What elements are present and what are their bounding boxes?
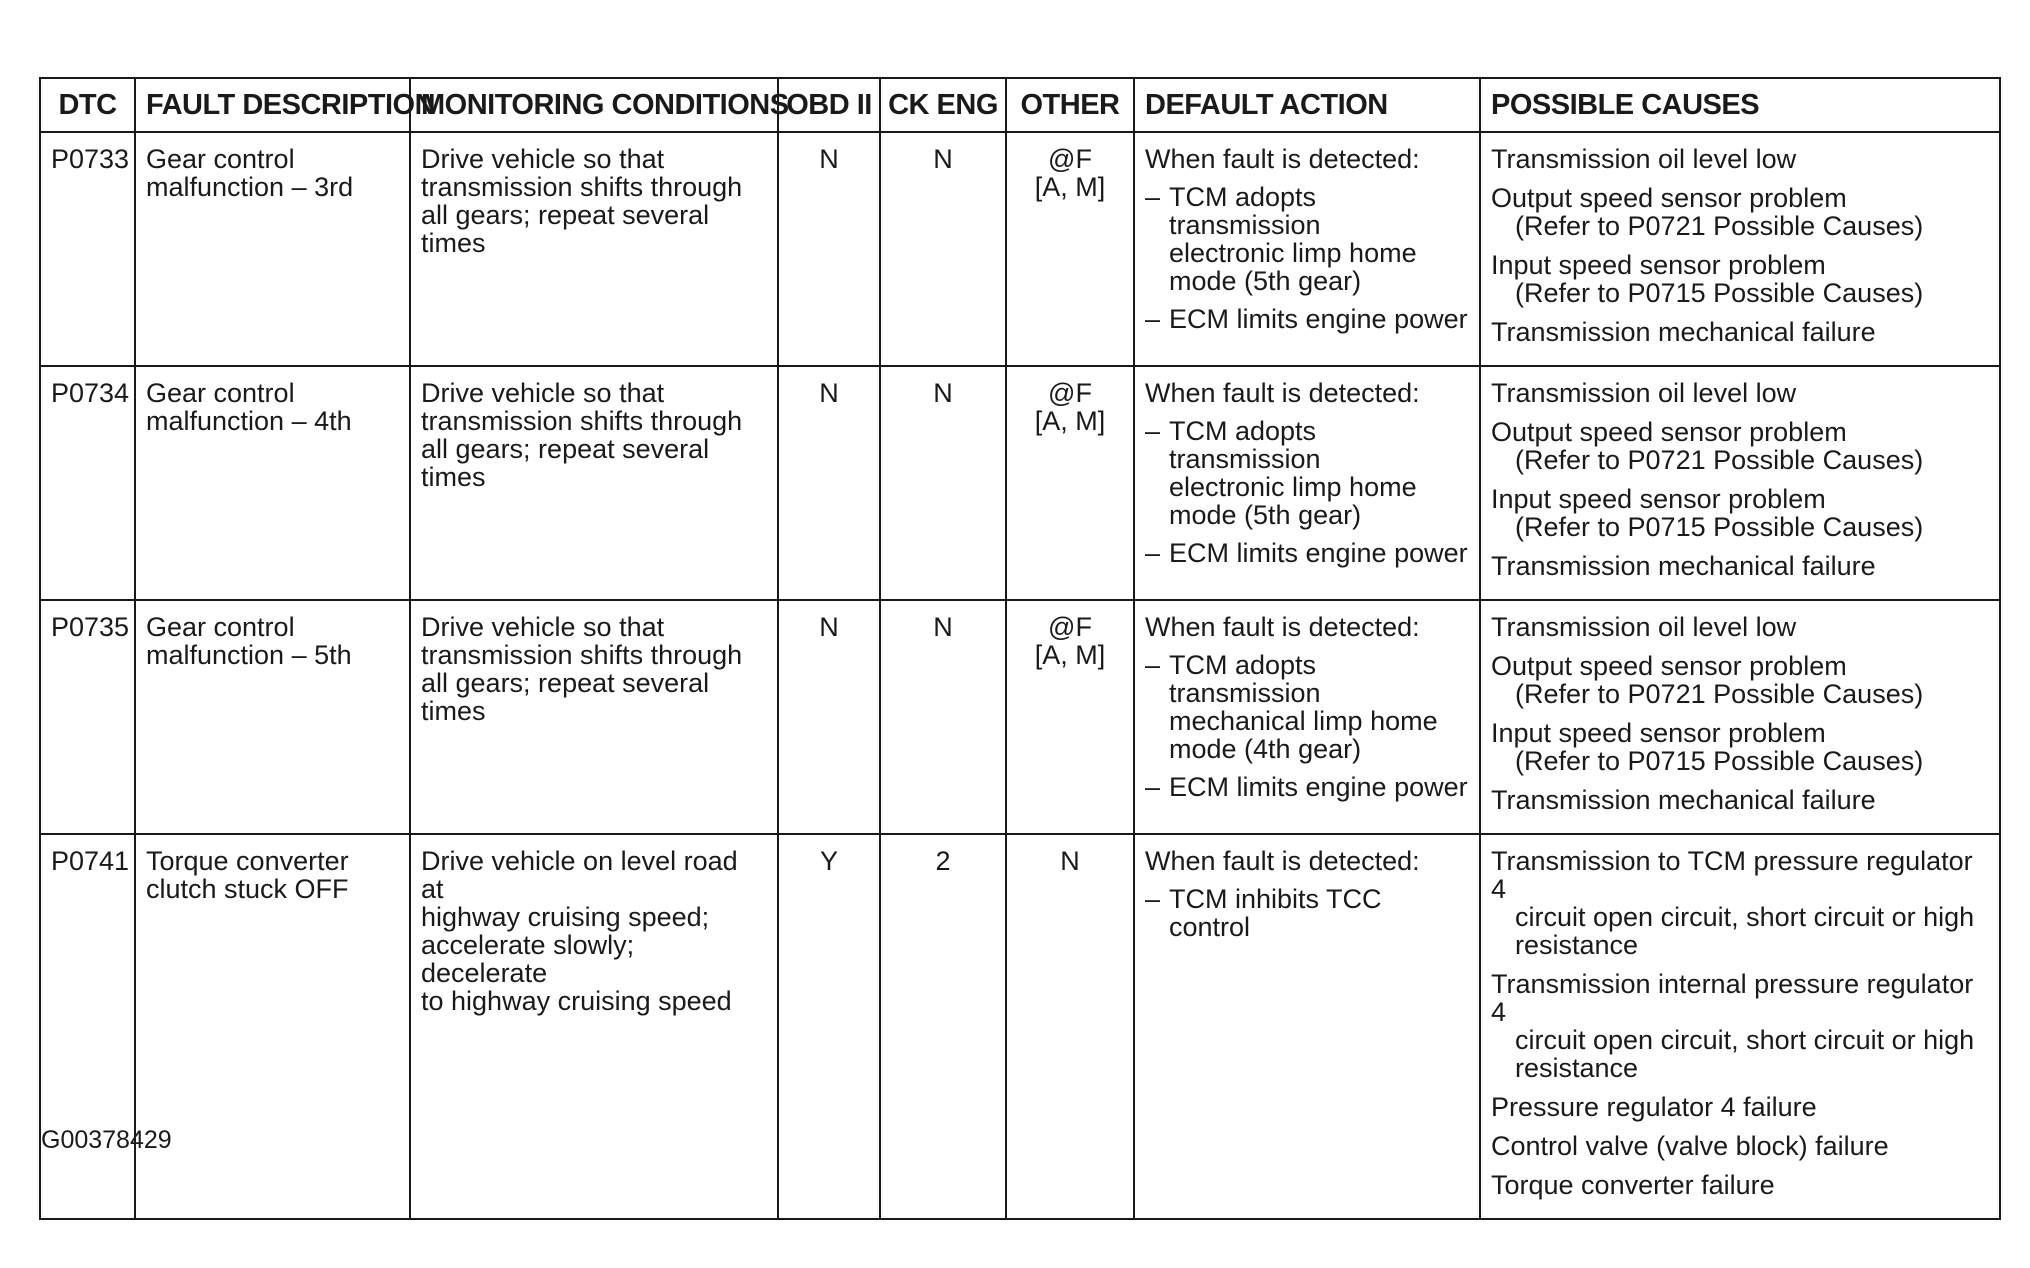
table-row (40, 834, 2000, 1219)
header-dtc: DTC (40, 78, 135, 132)
action-item (1145, 539, 1469, 567)
header-monitoring-conditions: MONITORING CONDITIONS (410, 78, 778, 132)
bullet-dash: – (1145, 772, 1161, 802)
cause-main: Pressure regulator 4 failure (1491, 1092, 1817, 1122)
obd-ii-value: N (778, 132, 880, 366)
cause-detail: circuit open circuit, short circuit or high resistance (1515, 1025, 1975, 1083)
header-fault-description: FAULT DESCRIPTION (135, 78, 410, 132)
table-body (40, 132, 2000, 1219)
action-text: TCM adopts transmission electronic limp home mode (5th gear) (1169, 416, 1417, 530)
action-item (1145, 183, 1469, 295)
ck-eng-value: 2 (880, 834, 1006, 1219)
cause-item (1491, 719, 1989, 775)
cause-detail: (Refer to P0721 Possible Causes) (1515, 211, 1924, 241)
action-intro: When fault is detected: (1145, 846, 1420, 876)
cause-main: Transmission to TCM pressure regulator 4 (1491, 846, 1973, 904)
cause-item (1491, 552, 1989, 580)
cause-main: Output speed sensor problem (1491, 651, 1847, 681)
default-action (1134, 132, 1480, 366)
fault-description: Torque converter clutch stuck OFF (135, 834, 410, 1219)
bullet-dash: – (1145, 182, 1161, 212)
dtc-code: P0733 (40, 132, 135, 366)
cause-item (1491, 318, 1989, 346)
action-intro: When fault is detected: (1145, 612, 1420, 642)
figure-id: G00378429 (41, 1126, 172, 1154)
action-item (1145, 651, 1469, 763)
possible-causes (1480, 600, 2000, 834)
ck-eng-value: N (880, 600, 1006, 834)
action-text: ECM limits engine power (1169, 304, 1468, 334)
cause-detail: circuit open circuit, short circuit or high resistance (1515, 902, 1975, 960)
ck-eng-value: N (880, 132, 1006, 366)
default-action (1134, 366, 1480, 600)
other-value: @F [A, M] (1006, 132, 1134, 366)
other-value: @F [A, M] (1006, 366, 1134, 600)
cause-main: Transmission oil level low (1491, 378, 1797, 408)
header-possible-causes: POSSIBLE CAUSES (1480, 78, 2000, 132)
cause-detail: (Refer to P0715 Possible Causes) (1515, 512, 1924, 542)
bullet-dash: – (1145, 538, 1161, 568)
cause-main: Transmission mechanical failure (1491, 317, 1876, 347)
action-intro: When fault is detected: (1145, 378, 1420, 408)
cause-item (1491, 1093, 1989, 1121)
action-text: TCM adopts transmission electronic limp home mode (5th gear) (1169, 182, 1417, 296)
cause-item (1491, 970, 1989, 1082)
header-other: OTHER (1006, 78, 1134, 132)
cause-main: Transmission mechanical failure (1491, 551, 1876, 581)
obd-ii-value: N (778, 600, 880, 834)
action-item (1145, 773, 1469, 801)
cause-item (1491, 786, 1989, 814)
other-value: @F [A, M] (1006, 600, 1134, 834)
bullet-dash: – (1145, 884, 1161, 914)
possible-causes (1480, 366, 2000, 600)
action-text: TCM adopts transmission mechanical limp home mode (4th gear) (1169, 650, 1438, 764)
dtc-code: P0735 (40, 600, 135, 834)
cause-item (1491, 184, 1989, 240)
action-item (1145, 417, 1469, 529)
monitoring-conditions: Drive vehicle so that transmission shifts through all gears; repeat several times (410, 366, 778, 600)
dtc-table (39, 77, 2001, 1220)
cause-main: Input speed sensor problem (1491, 484, 1826, 514)
header-row (40, 78, 2000, 132)
cause-main: Output speed sensor problem (1491, 417, 1847, 447)
other-value: N (1006, 834, 1134, 1219)
bullet-dash: – (1145, 304, 1161, 334)
action-item (1145, 885, 1469, 941)
cause-detail: (Refer to P0715 Possible Causes) (1515, 746, 1924, 776)
obd-ii-value: Y (778, 834, 880, 1219)
cause-main: Output speed sensor problem (1491, 183, 1847, 213)
cause-item (1491, 418, 1989, 474)
cause-main: Transmission mechanical failure (1491, 785, 1876, 815)
cause-item (1491, 613, 1989, 641)
table-row (40, 366, 2000, 600)
action-item (1145, 305, 1469, 333)
possible-causes (1480, 132, 2000, 366)
cause-main: Transmission oil level low (1491, 612, 1797, 642)
possible-causes (1480, 834, 2000, 1219)
action-text: ECM limits engine power (1169, 772, 1468, 802)
cause-main: Transmission internal pressure regulator 4 (1491, 969, 1974, 1027)
cause-item (1491, 652, 1989, 708)
cause-main: Transmission oil level low (1491, 144, 1797, 174)
fault-description: Gear control malfunction – 4th (135, 366, 410, 600)
header-obd-ii: OBD II (778, 78, 880, 132)
action-intro: When fault is detected: (1145, 144, 1420, 174)
dtc-code: P0741 (40, 834, 135, 1219)
cause-main: Torque converter failure (1491, 1170, 1775, 1200)
cause-main: Input speed sensor problem (1491, 718, 1826, 748)
bullet-dash: – (1145, 650, 1161, 680)
cause-main: Input speed sensor problem (1491, 250, 1826, 280)
cause-item (1491, 1132, 1989, 1160)
fault-description: Gear control malfunction – 5th (135, 600, 410, 834)
header-default-action: DEFAULT ACTION (1134, 78, 1480, 132)
obd-ii-value: N (778, 366, 880, 600)
cause-detail: (Refer to P0721 Possible Causes) (1515, 445, 1924, 475)
cause-item (1491, 1171, 1989, 1199)
cause-main: Control valve (valve block) failure (1491, 1131, 1889, 1161)
action-text: ECM limits engine power (1169, 538, 1468, 568)
cause-detail: (Refer to P0715 Possible Causes) (1515, 278, 1924, 308)
default-action (1134, 834, 1480, 1219)
cause-item (1491, 145, 1989, 173)
cause-detail: (Refer to P0721 Possible Causes) (1515, 679, 1924, 709)
fault-description: Gear control malfunction – 3rd (135, 132, 410, 366)
monitoring-conditions: Drive vehicle on level road at highway cruising speed; accelerate slowly; decelerate to highway cruising speed (410, 834, 778, 1219)
cause-item (1491, 251, 1989, 307)
cause-item (1491, 379, 1989, 407)
cause-item (1491, 847, 1989, 959)
monitoring-conditions: Drive vehicle so that transmission shifts through all gears; repeat several times (410, 600, 778, 834)
bullet-dash: – (1145, 416, 1161, 446)
ck-eng-value: N (880, 366, 1006, 600)
cause-item (1491, 485, 1989, 541)
dtc-code: P0734 (40, 366, 135, 600)
table-row (40, 132, 2000, 366)
table-row (40, 600, 2000, 834)
action-text: TCM inhibits TCC control (1169, 884, 1382, 942)
header-ck-eng: CK ENG (880, 78, 1006, 132)
monitoring-conditions: Drive vehicle so that transmission shifts through all gears; repeat several times (410, 132, 778, 366)
default-action (1134, 600, 1480, 834)
